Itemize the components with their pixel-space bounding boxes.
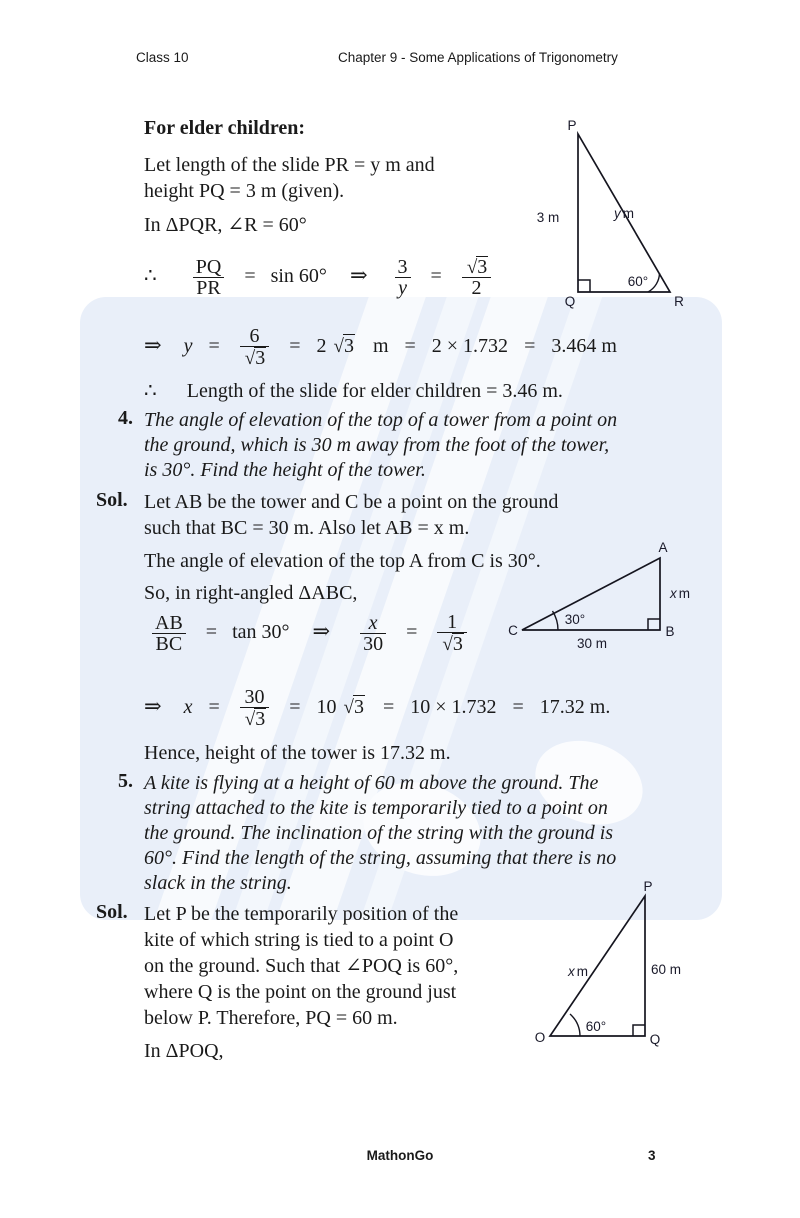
radicand: 3 [343, 335, 354, 357]
implies-symbol: ⇒ [144, 333, 162, 357]
equals-sign: = [208, 696, 220, 718]
fraction-denominator: 30 [360, 633, 386, 656]
question-5-last-line: In ΔPOQ, [144, 1040, 224, 1062]
label-angle-30: 30° [564, 612, 586, 627]
footer-brand: MathonGo [366, 1148, 434, 1163]
header-class-label: Class 10 [136, 50, 189, 65]
elder-conclusion [144, 378, 563, 404]
question-4-conclusion: Hence, height of the tower is 17.32 m. [144, 742, 451, 764]
therefore-symbol: ∴ [144, 265, 157, 287]
label-side-xm-unit: m [576, 964, 588, 979]
fraction-numerator: √3 [466, 256, 488, 278]
question-4-number: 4. [118, 407, 133, 429]
sqrt-3: √3 [333, 335, 354, 357]
fraction-ab-bc [152, 613, 186, 656]
label-side-ym-var: y [614, 206, 621, 221]
sin-60-term: sin 60° [270, 265, 327, 287]
diagram-triangle-pqr [520, 118, 700, 308]
fraction-pq-pr [193, 257, 225, 300]
elder-equation-1 [144, 256, 495, 300]
fraction-denominator: y [395, 277, 411, 300]
variable-x: x [183, 696, 193, 718]
coefficient-2: 2 [316, 335, 327, 357]
radicand: 3 [255, 708, 266, 731]
question-5-line-4: 60°. Find the length of the string, assuming that there is no [144, 847, 617, 869]
fraction-denominator: 2 [462, 277, 491, 300]
elder-line-3: In ΔPQR, ∠R = 60° [144, 214, 307, 236]
label-angle-60: 60° [627, 274, 649, 289]
question-4-sol-label: Sol. [96, 489, 128, 511]
fraction-denominator: √3 [437, 632, 466, 656]
label-side-xm [669, 586, 690, 601]
radicand: 3 [353, 696, 364, 718]
question-4-line-3: is 30°. Find the height of the tower. [144, 459, 426, 481]
fraction-denominator: √3 [240, 346, 269, 370]
fraction-denominator: BC [152, 633, 186, 656]
fraction-numerator: 3 [397, 256, 408, 278]
diagram-triangle-poq [520, 878, 700, 1058]
equals-sign: = [382, 696, 395, 718]
label-vertex-a: A [658, 540, 668, 555]
implies-symbol: ⇒ [144, 694, 162, 718]
equals-sign: = [289, 696, 301, 718]
label-vertex-q: Q [564, 294, 576, 309]
header-chapter-title: Chapter 9 - Some Applications of Trigonometry [338, 50, 618, 65]
fraction-numerator: 6 [249, 325, 260, 347]
product-expression: 10 × 1.732 [410, 696, 497, 718]
coefficient-10: 10 [316, 696, 337, 718]
question-5-sol-line-3: on the ground. Such that ∠POQ is 60°, [144, 955, 459, 977]
elder-line-1: Let length of the slide PR = y m and [144, 154, 435, 176]
elder-children-heading: For elder children: [144, 117, 306, 139]
label-side-3m: 3 m [536, 210, 560, 225]
fraction-numerator: PQ [195, 256, 222, 278]
diagram-triangle-abc [500, 538, 700, 668]
question-5-sol-line-4: where Q is the point on the ground just [144, 981, 457, 1003]
fraction-6-over-sqrt3 [240, 326, 269, 370]
fraction-numerator: 30 [244, 686, 265, 708]
fraction-sqrt3-over-2 [462, 256, 491, 300]
label-side-30m: 30 m [576, 636, 608, 651]
implies-symbol: ⇒ [312, 619, 331, 643]
fraction-3-over-y [395, 257, 411, 300]
footer-page-number: 3 [648, 1148, 656, 1163]
radicand: 3 [255, 347, 266, 370]
product-expression: 2 × 1.732 [431, 335, 509, 357]
radicand: 3 [477, 256, 488, 278]
question-4-line-2: the ground, which is 30 m away from the foot of the tower, [144, 434, 610, 456]
variable-y: y [183, 335, 193, 357]
equals-sign: = [524, 335, 536, 357]
question-5-line-3: the ground. The inclination of the string with the ground is [144, 822, 614, 844]
equals-sign: = [244, 265, 256, 287]
equals-sign: = [430, 265, 442, 287]
elder-line-2: height PQ = 3 m (given). [144, 180, 345, 202]
label-vertex-b: B [665, 624, 675, 639]
label-vertex-p: P [643, 879, 653, 894]
label-side-xm-var: x [670, 586, 677, 601]
question-5-line-1: A kite is flying at a height of 60 m above the ground. The [144, 772, 599, 794]
question-5-sol-line-5: below P. Therefore, PQ = 60 m. [144, 1007, 398, 1029]
label-side-xm-unit: m [678, 586, 690, 601]
label-side-60m: 60 m [650, 962, 682, 977]
question-5-sol-label: Sol. [96, 901, 128, 923]
equals-sign: = [289, 335, 301, 357]
question-5-number: 5. [118, 770, 133, 792]
label-vertex-r: R [674, 294, 684, 309]
radicand: 3 [452, 633, 463, 656]
therefore-symbol: ∴ [144, 380, 157, 402]
sqrt-3: √3 [343, 696, 364, 718]
page-footer [0, 1148, 800, 1170]
result-value: 3.464 m [551, 335, 617, 357]
elder-equation-2 [144, 326, 617, 370]
result-value: 17.32 m. [539, 696, 611, 718]
label-side-ym-unit: m [622, 206, 634, 221]
fraction-numerator: AB [155, 612, 183, 634]
question-4-sol-line-4: So, in right-angled ΔABC, [144, 582, 358, 604]
label-vertex-q: Q [649, 1032, 661, 1047]
label-vertex-o: O [534, 1030, 546, 1045]
fraction-x-over-30 [360, 613, 386, 656]
fraction-numerator: x [368, 612, 378, 634]
question-5-line-2: string attached to the kite is temporarily tied to a point on [144, 797, 608, 819]
fraction-30-over-sqrt3 [240, 687, 269, 731]
implies-symbol: ⇒ [349, 263, 368, 287]
equals-sign: = [406, 621, 418, 643]
label-side-xm-var: x [568, 964, 575, 979]
question-4-sol-line-1: Let AB be the tower and C be a point on the ground [144, 491, 559, 513]
label-vertex-c: C [508, 623, 518, 638]
equals-sign: = [404, 335, 416, 357]
label-side-ym [613, 206, 634, 221]
question-5-line-5: slack in the string. [144, 872, 292, 894]
label-side-xm [567, 964, 588, 979]
fraction-numerator: 1 [447, 611, 458, 633]
fraction-1-over-sqrt3 [437, 612, 466, 656]
label-angle-60: 60° [585, 1019, 607, 1034]
fraction-denominator: PR [193, 277, 225, 300]
fraction-denominator: √3 [240, 707, 269, 731]
equals-sign: = [512, 696, 524, 718]
question-4-line-1: The angle of elevation of the top of a tower from a point on [144, 409, 618, 431]
equals-sign: = [208, 335, 220, 357]
label-vertex-p: P [567, 118, 577, 133]
question-4-sol-line-3: The angle of elevation of the top A from C is 30°. [144, 550, 541, 572]
tan-30-term: tan 30° [232, 621, 290, 643]
conclusion-text: Length of the slide for elder children = 3.46 m. [186, 380, 563, 402]
unit-m: m [372, 335, 389, 357]
equals-sign: = [205, 621, 218, 643]
question-4-sol-line-2: such that BC = 30 m. Also let AB = x m. [144, 517, 470, 539]
question-4-equation-2 [144, 687, 610, 731]
question-4-equation-1 [148, 612, 471, 656]
question-5-sol-line-2: kite of which string is tied to a point O [144, 929, 454, 951]
question-5-sol-line-1: Let P be the temporarily position of the [144, 903, 459, 925]
